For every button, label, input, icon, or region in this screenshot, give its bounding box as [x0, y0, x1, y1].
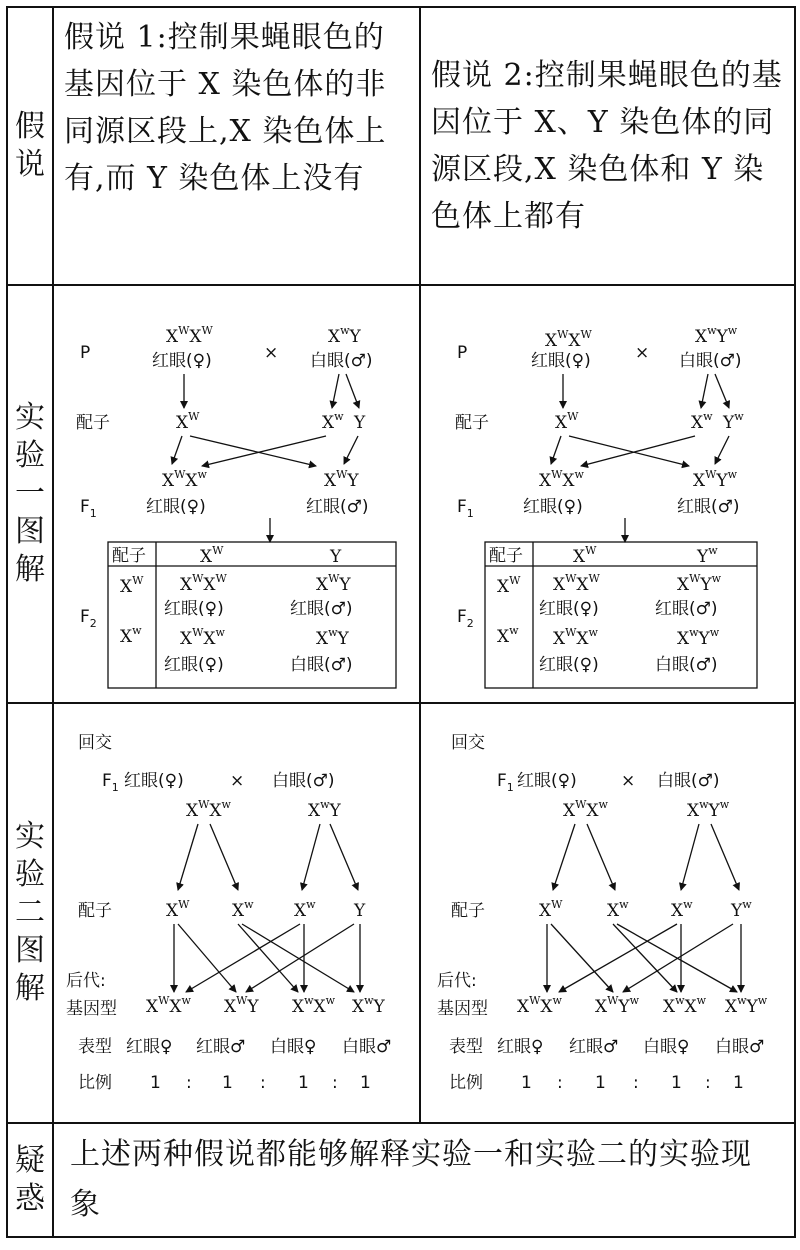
gamete-XW: $X^W$ [176, 410, 200, 433]
doubt-row [7, 1123, 795, 1237]
label-gamete: 配子 [78, 901, 112, 921]
arrow [172, 436, 182, 464]
label-offspring: 后代: [66, 971, 106, 991]
experiment1-row [7, 285, 795, 703]
phenotype-white-male: 白眼(♂) [679, 351, 742, 371]
f1-label: $F_1$ [497, 771, 514, 794]
gamete-Y: Y [354, 901, 366, 921]
punnett-header: 配子 [489, 546, 523, 566]
label-F1: $F_1$ [80, 497, 97, 520]
arrow [551, 436, 561, 464]
cell-phenotype: 白眼(♂) [655, 655, 718, 675]
offspring-XwYw: $X^wY^w$ [725, 994, 768, 1017]
row-label-experiment2: 实 验 二 图 解 [7, 703, 53, 1123]
offspring-XWXw: $X^WX^w$ [146, 994, 191, 1017]
cross-symbol: × [621, 771, 636, 791]
ratio-sep: : [633, 1073, 639, 1093]
ratio-sep: : [557, 1073, 563, 1093]
punnett-row-Xw: $X^w$ [120, 624, 142, 647]
ratio-1: 1 [150, 1073, 161, 1093]
hypothesis-2-text: 假说 2:控制果蝇眼色的基因位于 X、Y 染色体的同源区段,X 染色体和 Y 染色体上都有 [420, 7, 795, 285]
cross-symbol: × [635, 343, 650, 363]
offspring-XwXw: $X^wX^w$ [663, 994, 707, 1017]
gamete-Xw: $X^w$ [691, 410, 713, 433]
arrow [711, 824, 739, 890]
gamete-XW: $X^W$ [166, 898, 190, 921]
label-phenotype: 表型 [78, 1037, 112, 1057]
arrow [186, 924, 300, 992]
ratio-3: 1 [671, 1073, 682, 1093]
cell-phenotype: 红眼(♂) [655, 599, 718, 619]
cell-XWXW: $X^WX^W$ [553, 572, 600, 595]
experiment2-diagram-h2 [420, 703, 795, 1123]
gamete-XW: $X^W$ [539, 898, 563, 921]
gamete-Xw: $X^w$ [232, 898, 254, 921]
label-ratio: 比例 [449, 1073, 483, 1093]
genotype-XwY: $X^wY$ [328, 324, 361, 347]
label-genotype: 基因型 [66, 999, 117, 1019]
ratio-sep: : [705, 1073, 711, 1093]
label-backcross: 回交 [78, 733, 112, 753]
label-gamete: 配子 [451, 901, 485, 921]
genotype-XwY: $X^wY$ [308, 798, 341, 821]
ratio-2: 1 [222, 1073, 233, 1093]
phenotype-red-male: 红眼(♂) [677, 497, 740, 517]
punnett-row-XW: $X^W$ [120, 574, 144, 597]
label-ratio: 比例 [78, 1073, 112, 1093]
exp2-h1-svg [54, 704, 419, 1120]
genotype-XWXw: $X^WX^w$ [186, 798, 231, 821]
label-P: P [80, 343, 91, 363]
arrow [587, 824, 615, 890]
arrow [581, 436, 695, 466]
cell-phenotype: 红眼(♀) [164, 599, 224, 619]
phenotype-f1-red-female: 红眼(♀) [517, 771, 577, 791]
gamete-XW: $X^W$ [555, 410, 579, 433]
experiment1-diagram-h2 [420, 285, 795, 703]
phenotype-red-female: 红眼(♀) [531, 351, 591, 371]
phenotype-1: 红眼♀ [497, 1037, 544, 1057]
exp1-h1-svg [54, 286, 419, 700]
cell-phenotype: 白眼(♂) [290, 655, 353, 675]
punnett-col-XW: $X^W$ [573, 544, 597, 567]
cross-symbol: × [264, 343, 279, 363]
phenotype-white-male: 白眼(♂) [657, 771, 720, 791]
punnett-col-XW: $X^W$ [200, 544, 224, 567]
ratio-1: 1 [521, 1073, 532, 1093]
cell-phenotype: 红眼(♀) [164, 655, 224, 675]
arrow [202, 436, 326, 466]
arrow [551, 924, 613, 992]
exp1-h2-svg [421, 286, 794, 700]
genotype-XWXw: $X^WX^w$ [563, 798, 608, 821]
doubt-text: 上述两种假说都能够解释实验一和实验二的实验现象 [53, 1123, 795, 1237]
arrow [553, 824, 575, 890]
cell-phenotype: 红眼(♂) [290, 599, 353, 619]
label-offspring: 后代: [437, 971, 477, 991]
phenotype-2: 红眼♂ [196, 1037, 246, 1057]
phenotype-red-female: 红眼(♀) [523, 497, 583, 517]
gamete-Y: Y [354, 413, 366, 433]
row-label-hypothesis: 假 说 [7, 7, 53, 285]
gamete-Xw: $X^w$ [294, 898, 316, 921]
genotype-XWY: $X^WY$ [324, 468, 359, 491]
phenotype-red-male: 红眼(♂) [306, 497, 369, 517]
offspring-XwXw: $X^wX^w$ [292, 994, 336, 1017]
phenotype-f1-red-female: 红眼(♀) [124, 771, 184, 791]
phenotype-4: 白眼♂ [715, 1037, 765, 1057]
arrow [210, 824, 238, 890]
label-F2: $F_2$ [457, 607, 474, 630]
arrow [344, 436, 358, 464]
gamete-Yw: $Y^w$ [731, 898, 752, 921]
offspring-XWY: $X^WY$ [224, 994, 259, 1017]
cell-XWXw: $X^WX^w$ [553, 626, 598, 649]
exp2-h2-svg [421, 704, 794, 1120]
label-phenotype: 表型 [449, 1037, 483, 1057]
arrow [330, 824, 358, 890]
experiment1-diagram-h1 [53, 285, 420, 703]
punnett-header: 配子 [112, 546, 146, 566]
arrow [178, 824, 198, 890]
genotype-XWYw: $X^WY^w$ [693, 468, 738, 491]
punnett-col-Yw: $Y^w$ [697, 544, 718, 567]
arrow [613, 924, 677, 992]
label-F1: $F_1$ [457, 497, 474, 520]
arrow [332, 374, 339, 408]
phenotype-1: 红眼♀ [126, 1037, 173, 1057]
gamete-Xw: $X^w$ [322, 410, 344, 433]
label-gamete: 配子 [455, 413, 489, 433]
genotype-XWXW: $X^WX^W$ [545, 328, 592, 351]
punnett-col-Y: Y [330, 547, 342, 567]
phenotype-4: 白眼♂ [342, 1037, 392, 1057]
cell-XWYw: $X^WY^w$ [677, 572, 722, 595]
phenotype-3: 白眼♀ [643, 1037, 690, 1057]
ratio-sep: : [186, 1073, 192, 1093]
ratio-3: 1 [298, 1073, 309, 1093]
offspring-XwY: $X^wY$ [352, 994, 385, 1017]
arrow [623, 924, 733, 992]
arrow [238, 924, 298, 992]
arrow [715, 374, 729, 408]
gamete-Xw: $X^w$ [607, 898, 629, 921]
gamete-Yw: $Y^w$ [723, 410, 744, 433]
punnett-square [108, 542, 396, 688]
arrow [346, 374, 359, 408]
row-label-doubt: 疑 惑 [7, 1123, 53, 1237]
punnett-row-Xw: $X^w$ [497, 624, 519, 647]
genotype-XwYw: $X^wY^w$ [687, 798, 730, 821]
cell-XwYw: $X^wY^w$ [677, 626, 720, 649]
phenotype-2: 红眼♂ [569, 1037, 619, 1057]
phenotype-white-male: 白眼(♂) [310, 351, 373, 371]
arrow [715, 436, 729, 464]
cell-phenotype: 红眼(♀) [539, 655, 599, 675]
cell-XWXw: $X^WX^w$ [180, 626, 225, 649]
ratio-4: 1 [360, 1073, 371, 1093]
ratio-4: 1 [733, 1073, 744, 1093]
phenotype-red-female: 红眼(♀) [152, 351, 212, 371]
ratio-sep: : [332, 1073, 338, 1093]
offspring-XWXw: $X^WX^w$ [517, 994, 562, 1017]
label-genotype: 基因型 [437, 999, 488, 1019]
gamete-Xw: $X^w$ [671, 898, 693, 921]
label-backcross: 回交 [451, 733, 485, 753]
label-gamete: 配子 [76, 413, 110, 433]
arrow [681, 824, 699, 890]
arrow [178, 924, 236, 992]
f1-label: $F_1$ [102, 771, 119, 794]
ratio-sep: : [260, 1073, 266, 1093]
genotype-XWXw: $X^WX^w$ [162, 468, 207, 491]
arrow [701, 374, 708, 408]
row-label-experiment1: 实 验 一 图 解 [7, 285, 53, 703]
hypothesis-1-text: 假说 1:控制果蝇眼色的基因位于 X 染色体的非同源区段上,X 染色体上有,而 Y 染色体上没有 [53, 7, 420, 285]
ratio-2: 1 [595, 1073, 606, 1093]
phenotype-white-male: 白眼(♂) [272, 771, 335, 791]
cell-XWXW: $X^WX^W$ [180, 572, 227, 595]
phenotype-3: 白眼♀ [270, 1037, 317, 1057]
arrow [559, 924, 677, 992]
phenotype-red-female: 红眼(♀) [146, 497, 206, 517]
punnett-row-XW: $X^W$ [497, 574, 521, 597]
experiment2-diagram-h1 [53, 703, 420, 1123]
genotype-XwYw: $X^wY^w$ [695, 324, 738, 347]
label-P: P [457, 343, 468, 363]
arrow [569, 436, 689, 466]
experiment2-row [7, 703, 795, 1123]
arrow [302, 824, 320, 890]
genotype-XWXW: $X^WX^W$ [166, 324, 213, 347]
label-F2: $F_2$ [80, 607, 97, 630]
comparison-table [6, 6, 796, 1238]
arrow [190, 436, 316, 466]
hypothesis-row [7, 7, 795, 285]
offspring-XWYw: $X^WY^w$ [595, 994, 640, 1017]
cell-phenotype: 红眼(♀) [539, 599, 599, 619]
genotype-XWXw: $X^WX^w$ [539, 468, 584, 491]
cross-symbol: × [230, 771, 245, 791]
cell-XwY: $X^wY$ [316, 626, 349, 649]
cell-XWY: $X^WY$ [316, 572, 351, 595]
